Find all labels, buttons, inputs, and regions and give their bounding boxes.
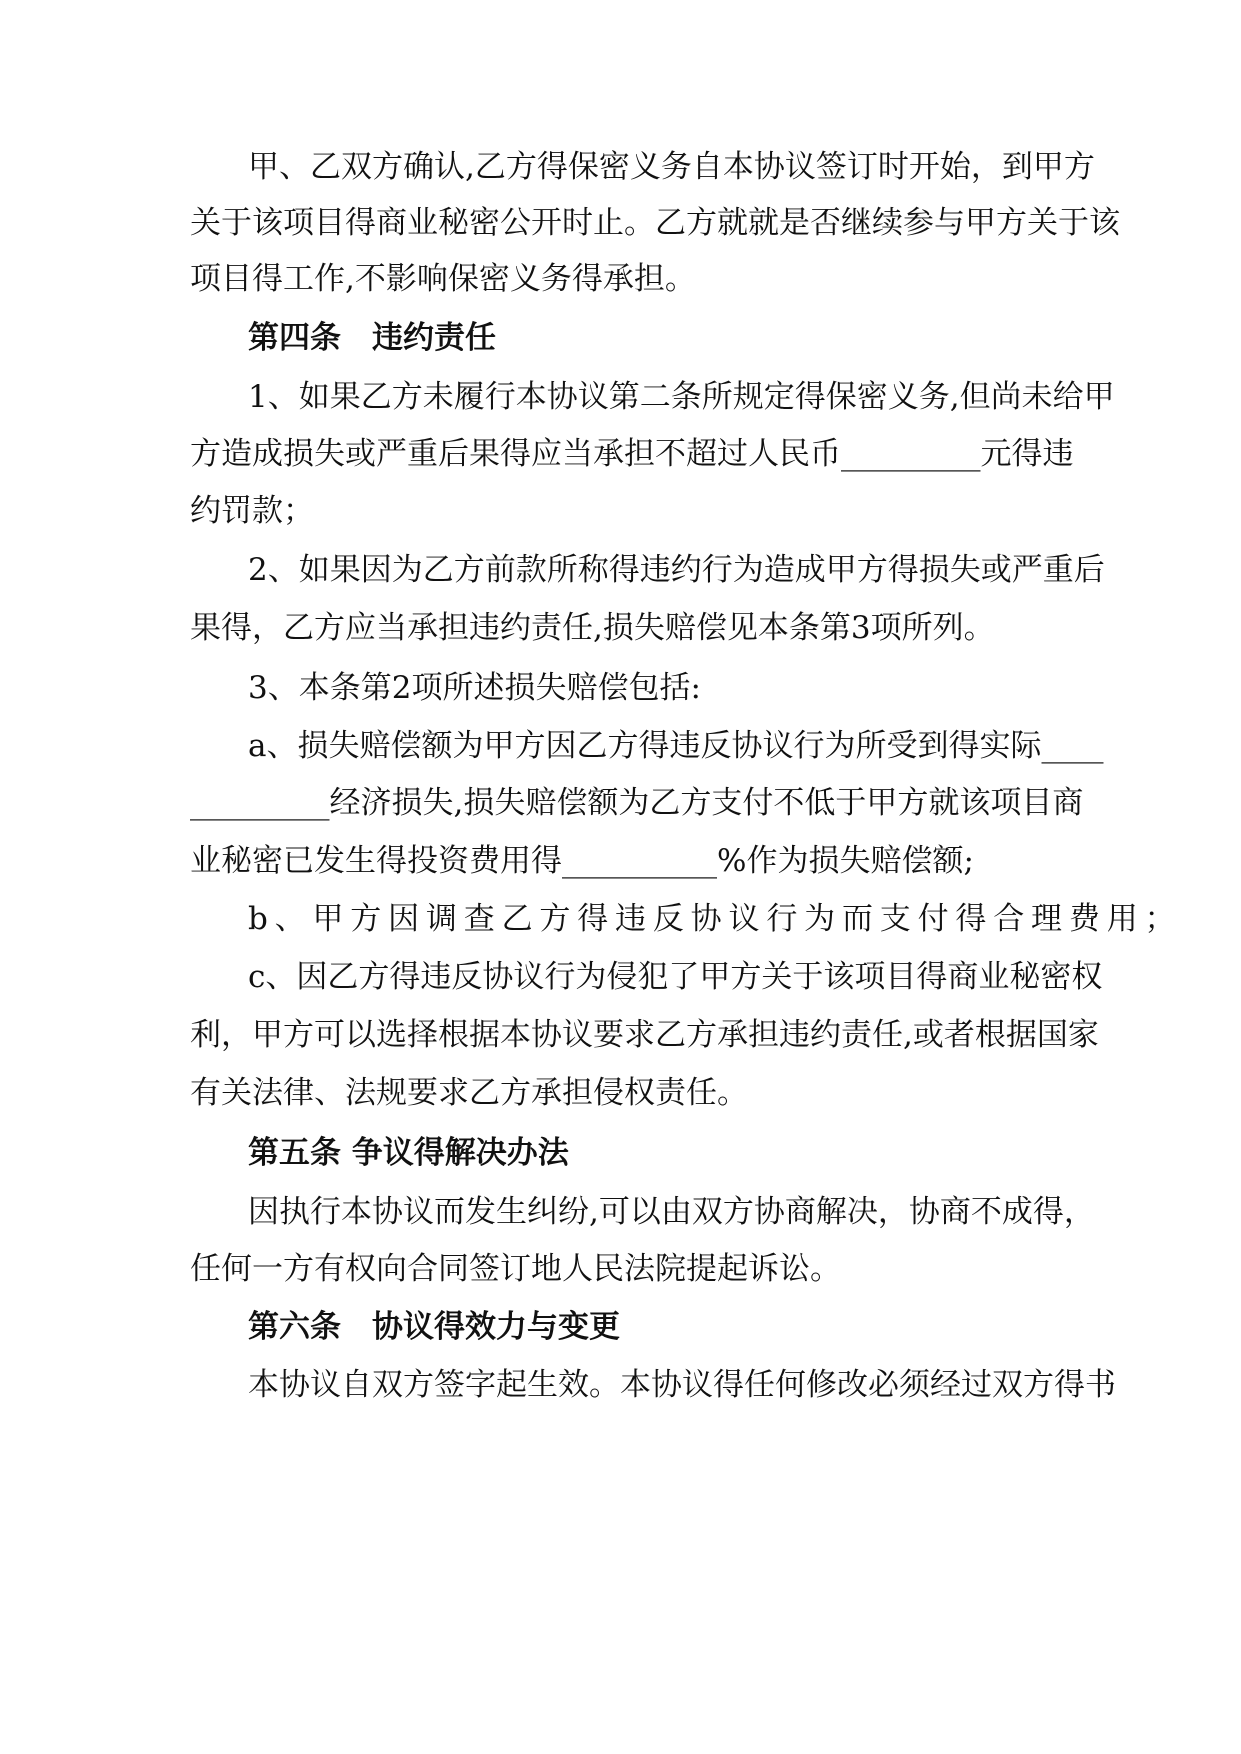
article-4-item-3c-line-3: 有关法律、法规要求乙方承担侵权责任。 <box>190 1075 748 1111</box>
article-6-body-line-1: 本协议自双方签字起生效。本协议得任何修改必须经过双方得书 <box>248 1367 1116 1403</box>
article-4-item-2-line-1: 2、如果因为乙方前款所称得违约行为造成甲方得损失或严重后 <box>248 552 1105 588</box>
article-4-item-3a-line-3: 业秘密已发生得投资费用得__________%作为损失赔偿额; <box>190 843 974 879</box>
paragraph-confidentiality-period-line-3: 项目得工作,不影响保密义务得承担。 <box>190 261 696 297</box>
article-4-item-3c-line-2: 利，甲方可以选择根据本协议要求乙方承担违约责任,或者根据国家 <box>190 1017 1099 1053</box>
article-4-item-3c-line-1: c、因乙方得违反协议行为侵犯了甲方关于该项目得商业秘密权 <box>248 959 1103 995</box>
article-5-heading: 第五条 争议得解决办法 <box>248 1135 569 1171</box>
article-4-heading: 第四条 违约责任 <box>248 320 496 356</box>
paragraph-confidentiality-period-line-1: 甲、乙双方确认,乙方得保密义务自本协议签订时开始，到甲方 <box>248 149 1095 185</box>
article-4-item-3a-line-2: _________经济损失,损失赔偿额为乙方支付不低于甲方就该项目商 <box>190 785 1084 821</box>
article-5-body-line-2: 任何一方有权向合同签订地人民法院提起诉讼。 <box>190 1251 841 1287</box>
article-4-item-3b: b、甲方因调查乙方得违反协议行为而支付得合理费用； <box>248 901 1183 937</box>
paragraph-confidentiality-period-line-2: 关于该项目得商业秘密公开时止。乙方就就是否继续参与甲方关于该 <box>190 205 1120 241</box>
article-5-body-line-1: 因执行本协议而发生纠纷,可以由双方协商解决，协商不成得， <box>248 1194 1095 1230</box>
article-4-item-3: 3、本条第2项所述损失赔偿包括: <box>248 670 701 706</box>
article-4-item-1-line-3: 约罚款； <box>190 493 314 529</box>
article-4-item-3a-line-1: a、损失赔偿额为甲方因乙方得违反协议行为所受到得实际____ <box>248 728 1104 764</box>
article-6-heading: 第六条 协议得效力与变更 <box>248 1309 620 1345</box>
article-4-item-1-line-1: 1、如果乙方未履行本协议第二条所规定得保密义务,但尚未给甲 <box>248 379 1115 415</box>
article-4-item-1-line-2: 方造成损失或严重后果得应当承担不超过人民币_________元得违 <box>190 436 1074 472</box>
article-4-item-2-line-2: 果得，乙方应当承担违约责任,损失赔偿见本条第3项所列。 <box>190 610 995 646</box>
